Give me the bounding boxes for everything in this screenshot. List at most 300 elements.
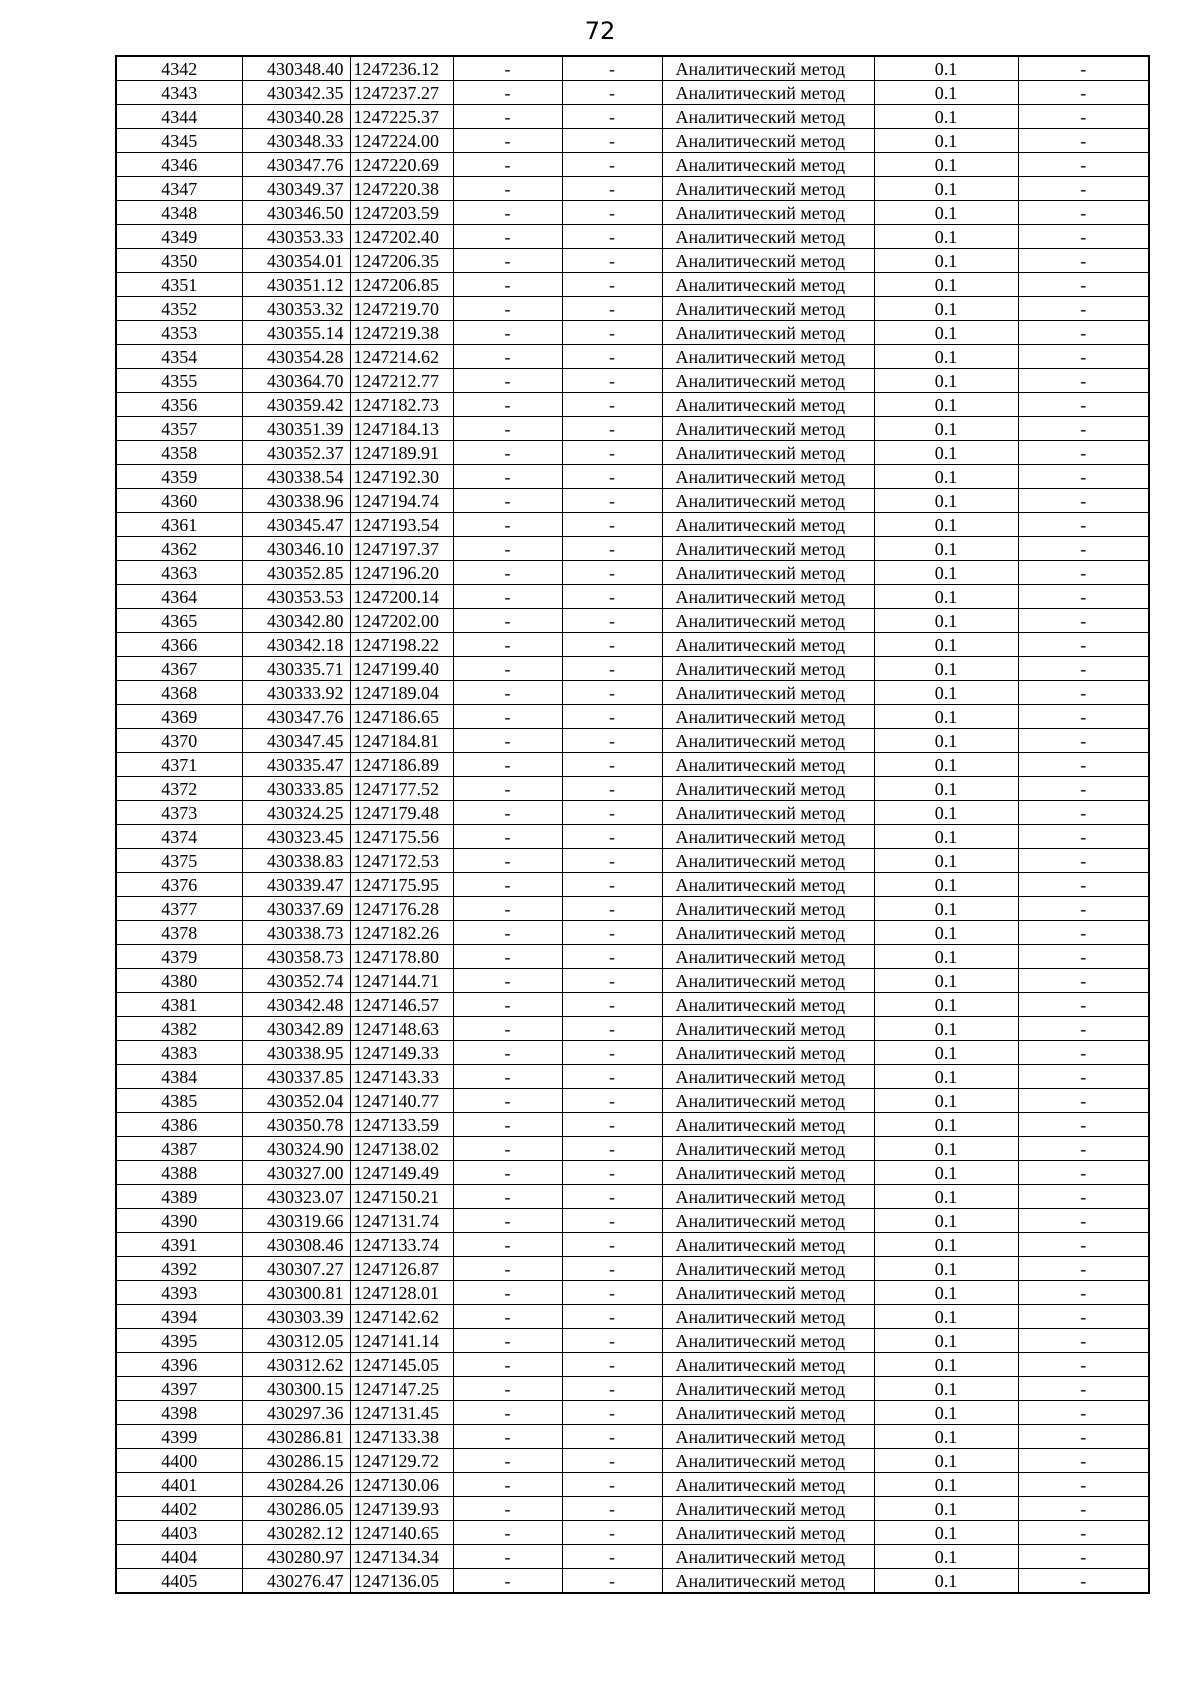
accuracy-cell: 0.1 [874, 1449, 1018, 1473]
y-coordinate-cell: 1247186.89 [350, 753, 453, 777]
dash-cell: - [562, 1185, 662, 1209]
dash-cell: - [453, 1545, 562, 1569]
table-row [116, 1113, 1149, 1137]
y-coordinate-cell: 1247149.33 [350, 1041, 453, 1065]
table-row [116, 297, 1149, 321]
dash-cell: - [1018, 897, 1149, 921]
method-cell: Аналитический метод [662, 1185, 874, 1209]
dash-cell: - [1018, 1089, 1149, 1113]
y-coordinate-cell: 1247202.00 [350, 609, 453, 633]
point-number-cell: 4348 [116, 201, 242, 225]
point-number-cell: 4342 [116, 56, 242, 81]
dash-cell: - [453, 1329, 562, 1353]
dash-cell: - [453, 537, 562, 561]
dash-cell: - [453, 1521, 562, 1545]
method-cell: Аналитический метод [662, 1281, 874, 1305]
method-cell: Аналитический метод [662, 153, 874, 177]
table-row [116, 1041, 1149, 1065]
dash-cell: - [562, 321, 662, 345]
x-coordinate-cell: 430348.40 [242, 56, 350, 81]
accuracy-cell: 0.1 [874, 537, 1018, 561]
point-number-cell: 4366 [116, 633, 242, 657]
accuracy-cell: 0.1 [874, 753, 1018, 777]
x-coordinate-cell: 430358.73 [242, 945, 350, 969]
table-row [116, 1281, 1149, 1305]
dash-cell: - [562, 1209, 662, 1233]
y-coordinate-cell: 1247194.74 [350, 489, 453, 513]
y-coordinate-cell: 1247138.02 [350, 1137, 453, 1161]
dash-cell: - [453, 81, 562, 105]
dash-cell: - [1018, 1545, 1149, 1569]
dash-cell: - [453, 393, 562, 417]
method-cell: Аналитический метод [662, 969, 874, 993]
table-row [116, 1377, 1149, 1401]
x-coordinate-cell: 430337.85 [242, 1065, 350, 1089]
x-coordinate-cell: 430286.05 [242, 1497, 350, 1521]
y-coordinate-cell: 1247220.38 [350, 177, 453, 201]
dash-cell: - [562, 1353, 662, 1377]
dash-cell: - [453, 777, 562, 801]
accuracy-cell: 0.1 [874, 849, 1018, 873]
dash-cell: - [562, 1521, 662, 1545]
dash-cell: - [453, 513, 562, 537]
point-number-cell: 4384 [116, 1065, 242, 1089]
dash-cell: - [453, 56, 562, 81]
accuracy-cell: 0.1 [874, 585, 1018, 609]
dash-cell: - [562, 249, 662, 273]
x-coordinate-cell: 430312.05 [242, 1329, 350, 1353]
dash-cell: - [562, 225, 662, 249]
method-cell: Аналитический метод [662, 321, 874, 345]
dash-cell: - [1018, 657, 1149, 681]
dash-cell: - [1018, 417, 1149, 441]
accuracy-cell: 0.1 [874, 897, 1018, 921]
dash-cell: - [562, 753, 662, 777]
y-coordinate-cell: 1247184.81 [350, 729, 453, 753]
dash-cell: - [453, 873, 562, 897]
method-cell: Аналитический метод [662, 585, 874, 609]
method-cell: Аналитический метод [662, 825, 874, 849]
accuracy-cell: 0.1 [874, 393, 1018, 417]
x-coordinate-cell: 430351.12 [242, 273, 350, 297]
y-coordinate-cell: 1247128.01 [350, 1281, 453, 1305]
method-cell: Аналитический метод [662, 873, 874, 897]
dash-cell: - [1018, 945, 1149, 969]
point-number-cell: 4379 [116, 945, 242, 969]
table-row [116, 201, 1149, 225]
method-cell: Аналитический метод [662, 801, 874, 825]
point-number-cell: 4345 [116, 129, 242, 153]
dash-cell: - [562, 417, 662, 441]
dash-cell: - [562, 537, 662, 561]
x-coordinate-cell: 430352.74 [242, 969, 350, 993]
dash-cell: - [453, 897, 562, 921]
y-coordinate-cell: 1247144.71 [350, 969, 453, 993]
y-coordinate-cell: 1247140.65 [350, 1521, 453, 1545]
method-cell: Аналитический метод [662, 489, 874, 513]
table-row [116, 753, 1149, 777]
dash-cell: - [1018, 1401, 1149, 1425]
accuracy-cell: 0.1 [874, 177, 1018, 201]
y-coordinate-cell: 1247175.95 [350, 873, 453, 897]
table-row [116, 1425, 1149, 1449]
x-coordinate-cell: 430338.83 [242, 849, 350, 873]
dash-cell: - [453, 1017, 562, 1041]
dash-cell: - [453, 1113, 562, 1137]
accuracy-cell: 0.1 [874, 873, 1018, 897]
y-coordinate-cell: 1247186.65 [350, 705, 453, 729]
dash-cell: - [1018, 297, 1149, 321]
y-coordinate-cell: 1247172.53 [350, 849, 453, 873]
table-row [116, 1017, 1149, 1041]
y-coordinate-cell: 1247197.37 [350, 537, 453, 561]
table-row [116, 849, 1149, 873]
dash-cell: - [1018, 777, 1149, 801]
table-row [116, 369, 1149, 393]
accuracy-cell: 0.1 [874, 801, 1018, 825]
method-cell: Аналитический метод [662, 201, 874, 225]
method-cell: Аналитический метод [662, 1089, 874, 1113]
y-coordinate-cell: 1247225.37 [350, 105, 453, 129]
dash-cell: - [453, 441, 562, 465]
dash-cell: - [453, 585, 562, 609]
accuracy-cell: 0.1 [874, 1377, 1018, 1401]
dash-cell: - [453, 1305, 562, 1329]
dash-cell: - [1018, 1281, 1149, 1305]
accuracy-cell: 0.1 [874, 993, 1018, 1017]
accuracy-cell: 0.1 [874, 1281, 1018, 1305]
dash-cell: - [453, 1233, 562, 1257]
point-number-cell: 4387 [116, 1137, 242, 1161]
dash-cell: - [453, 1497, 562, 1521]
accuracy-cell: 0.1 [874, 1473, 1018, 1497]
dash-cell: - [453, 657, 562, 681]
accuracy-cell: 0.1 [874, 1353, 1018, 1377]
y-coordinate-cell: 1247149.49 [350, 1161, 453, 1185]
accuracy-cell: 0.1 [874, 921, 1018, 945]
dash-cell: - [562, 465, 662, 489]
x-coordinate-cell: 430335.47 [242, 753, 350, 777]
dash-cell: - [1018, 273, 1149, 297]
y-coordinate-cell: 1247198.22 [350, 633, 453, 657]
x-coordinate-cell: 430342.48 [242, 993, 350, 1017]
point-number-cell: 4372 [116, 777, 242, 801]
y-coordinate-cell: 1247131.45 [350, 1401, 453, 1425]
x-coordinate-cell: 430345.47 [242, 513, 350, 537]
x-coordinate-cell: 430300.81 [242, 1281, 350, 1305]
dash-cell: - [1018, 705, 1149, 729]
dash-cell: - [453, 801, 562, 825]
y-coordinate-cell: 1247192.30 [350, 465, 453, 489]
accuracy-cell: 0.1 [874, 249, 1018, 273]
dash-cell: - [562, 1497, 662, 1521]
point-number-cell: 4400 [116, 1449, 242, 1473]
x-coordinate-cell: 430324.90 [242, 1137, 350, 1161]
dash-cell: - [562, 705, 662, 729]
x-coordinate-cell: 430342.35 [242, 81, 350, 105]
point-number-cell: 4359 [116, 465, 242, 489]
x-coordinate-cell: 430327.00 [242, 1161, 350, 1185]
x-coordinate-cell: 430284.26 [242, 1473, 350, 1497]
dash-cell: - [453, 993, 562, 1017]
dash-cell: - [562, 1329, 662, 1353]
method-cell: Аналитический метод [662, 1113, 874, 1137]
method-cell: Аналитический метод [662, 56, 874, 81]
method-cell: Аналитический метод [662, 369, 874, 393]
point-number-cell: 4373 [116, 801, 242, 825]
dash-cell: - [453, 825, 562, 849]
point-number-cell: 4365 [116, 609, 242, 633]
table-row [116, 585, 1149, 609]
dash-cell: - [1018, 1305, 1149, 1329]
dash-cell: - [562, 513, 662, 537]
method-cell: Аналитический метод [662, 249, 874, 273]
dash-cell: - [1018, 1017, 1149, 1041]
x-coordinate-cell: 430351.39 [242, 417, 350, 441]
dash-cell: - [1018, 585, 1149, 609]
accuracy-cell: 0.1 [874, 1257, 1018, 1281]
method-cell: Аналитический метод [662, 921, 874, 945]
table-row [116, 825, 1149, 849]
method-cell: Аналитический метод [662, 393, 874, 417]
dash-cell: - [562, 561, 662, 585]
point-number-cell: 4404 [116, 1545, 242, 1569]
dash-cell: - [562, 1401, 662, 1425]
dash-cell: - [562, 489, 662, 513]
accuracy-cell: 0.1 [874, 1569, 1018, 1594]
table-row [116, 537, 1149, 561]
x-coordinate-cell: 430333.85 [242, 777, 350, 801]
method-cell: Аналитический метод [662, 681, 874, 705]
table-row [116, 1569, 1149, 1594]
accuracy-cell: 0.1 [874, 1425, 1018, 1449]
method-cell: Аналитический метод [662, 1449, 874, 1473]
table-row [116, 921, 1149, 945]
method-cell: Аналитический метод [662, 1161, 874, 1185]
y-coordinate-cell: 1247212.77 [350, 369, 453, 393]
dash-cell: - [562, 297, 662, 321]
point-number-cell: 4402 [116, 1497, 242, 1521]
dash-cell: - [453, 1425, 562, 1449]
method-cell: Аналитический метод [662, 1329, 874, 1353]
table-row [116, 1521, 1149, 1545]
dash-cell: - [1018, 873, 1149, 897]
x-coordinate-cell: 430286.15 [242, 1449, 350, 1473]
point-number-cell: 4401 [116, 1473, 242, 1497]
accuracy-cell: 0.1 [874, 945, 1018, 969]
dash-cell: - [1018, 1329, 1149, 1353]
accuracy-cell: 0.1 [874, 633, 1018, 657]
table-row [116, 1089, 1149, 1113]
point-number-cell: 4368 [116, 681, 242, 705]
x-coordinate-cell: 430354.28 [242, 345, 350, 369]
table-row [116, 609, 1149, 633]
table-row [116, 465, 1149, 489]
method-cell: Аналитический метод [662, 1377, 874, 1401]
point-number-cell: 4383 [116, 1041, 242, 1065]
accuracy-cell: 0.1 [874, 1401, 1018, 1425]
accuracy-cell: 0.1 [874, 561, 1018, 585]
x-coordinate-cell: 430297.36 [242, 1401, 350, 1425]
dash-cell: - [1018, 56, 1149, 81]
accuracy-cell: 0.1 [874, 1113, 1018, 1137]
table-row [116, 441, 1149, 465]
table-row [116, 1305, 1149, 1329]
dash-cell: - [453, 1377, 562, 1401]
accuracy-cell: 0.1 [874, 321, 1018, 345]
table-row [116, 969, 1149, 993]
dash-cell: - [1018, 561, 1149, 585]
x-coordinate-cell: 430307.27 [242, 1257, 350, 1281]
dash-cell: - [1018, 1137, 1149, 1161]
method-cell: Аналитический метод [662, 633, 874, 657]
y-coordinate-cell: 1247184.13 [350, 417, 453, 441]
dash-cell: - [1018, 993, 1149, 1017]
method-cell: Аналитический метод [662, 1041, 874, 1065]
x-coordinate-cell: 430280.97 [242, 1545, 350, 1569]
dash-cell: - [1018, 969, 1149, 993]
dash-cell: - [453, 369, 562, 393]
table-body [116, 56, 1149, 1593]
dash-cell: - [562, 993, 662, 1017]
x-coordinate-cell: 430338.73 [242, 921, 350, 945]
y-coordinate-cell: 1247145.05 [350, 1353, 453, 1377]
dash-cell: - [1018, 489, 1149, 513]
point-number-cell: 4343 [116, 81, 242, 105]
dash-cell: - [1018, 1449, 1149, 1473]
dash-cell: - [562, 1065, 662, 1089]
dash-cell: - [562, 729, 662, 753]
method-cell: Аналитический метод [662, 1473, 874, 1497]
x-coordinate-cell: 430349.37 [242, 177, 350, 201]
x-coordinate-cell: 430347.45 [242, 729, 350, 753]
table-row [116, 729, 1149, 753]
x-coordinate-cell: 430333.92 [242, 681, 350, 705]
accuracy-cell: 0.1 [874, 297, 1018, 321]
x-coordinate-cell: 430339.47 [242, 873, 350, 897]
dash-cell: - [453, 105, 562, 129]
table-row [116, 249, 1149, 273]
accuracy-cell: 0.1 [874, 1545, 1018, 1569]
method-cell: Аналитический метод [662, 1017, 874, 1041]
dash-cell: - [562, 273, 662, 297]
method-cell: Аналитический метод [662, 1305, 874, 1329]
x-coordinate-cell: 430342.18 [242, 633, 350, 657]
dash-cell: - [453, 465, 562, 489]
dash-cell: - [562, 825, 662, 849]
table-row [116, 657, 1149, 681]
dash-cell: - [562, 177, 662, 201]
accuracy-cell: 0.1 [874, 1305, 1018, 1329]
x-coordinate-cell: 430303.39 [242, 1305, 350, 1329]
dash-cell: - [453, 1449, 562, 1473]
method-cell: Аналитический метод [662, 1065, 874, 1089]
x-coordinate-cell: 430347.76 [242, 705, 350, 729]
point-number-cell: 4351 [116, 273, 242, 297]
x-coordinate-cell: 430342.80 [242, 609, 350, 633]
x-coordinate-cell: 430353.33 [242, 225, 350, 249]
dash-cell: - [1018, 129, 1149, 153]
point-number-cell: 4386 [116, 1113, 242, 1137]
point-number-cell: 4378 [116, 921, 242, 945]
dash-cell: - [562, 105, 662, 129]
accuracy-cell: 0.1 [874, 1209, 1018, 1233]
dash-cell: - [562, 801, 662, 825]
x-coordinate-cell: 430346.50 [242, 201, 350, 225]
y-coordinate-cell: 1247176.28 [350, 897, 453, 921]
accuracy-cell: 0.1 [874, 441, 1018, 465]
dash-cell: - [453, 1041, 562, 1065]
dash-cell: - [1018, 1377, 1149, 1401]
accuracy-cell: 0.1 [874, 345, 1018, 369]
dash-cell: - [562, 1233, 662, 1257]
method-cell: Аналитический метод [662, 105, 874, 129]
method-cell: Аналитический метод [662, 1137, 874, 1161]
method-cell: Аналитический метод [662, 1401, 874, 1425]
table-row [116, 105, 1149, 129]
point-number-cell: 4381 [116, 993, 242, 1017]
dash-cell: - [453, 921, 562, 945]
dash-cell: - [1018, 633, 1149, 657]
dash-cell: - [562, 56, 662, 81]
dash-cell: - [453, 1161, 562, 1185]
table-row [116, 777, 1149, 801]
dash-cell: - [1018, 801, 1149, 825]
dash-cell: - [453, 1569, 562, 1594]
point-number-cell: 4371 [116, 753, 242, 777]
dash-cell: - [562, 441, 662, 465]
coordinates-table [115, 55, 1150, 1594]
dash-cell: - [453, 153, 562, 177]
method-cell: Аналитический метод [662, 441, 874, 465]
dash-cell: - [562, 777, 662, 801]
dash-cell: - [453, 297, 562, 321]
point-number-cell: 4398 [116, 1401, 242, 1425]
point-number-cell: 4389 [116, 1185, 242, 1209]
accuracy-cell: 0.1 [874, 1233, 1018, 1257]
accuracy-cell: 0.1 [874, 153, 1018, 177]
dash-cell: - [562, 897, 662, 921]
point-number-cell: 4358 [116, 441, 242, 465]
y-coordinate-cell: 1247147.25 [350, 1377, 453, 1401]
dash-cell: - [562, 369, 662, 393]
point-number-cell: 4380 [116, 969, 242, 993]
x-coordinate-cell: 430347.76 [242, 153, 350, 177]
table-row [116, 1209, 1149, 1233]
dash-cell: - [562, 969, 662, 993]
y-coordinate-cell: 1247196.20 [350, 561, 453, 585]
x-coordinate-cell: 430308.46 [242, 1233, 350, 1257]
y-coordinate-cell: 1247133.38 [350, 1425, 453, 1449]
table-row [116, 1185, 1149, 1209]
table-row [116, 1233, 1149, 1257]
method-cell: Аналитический метод [662, 513, 874, 537]
method-cell: Аналитический метод [662, 297, 874, 321]
method-cell: Аналитический метод [662, 225, 874, 249]
x-coordinate-cell: 430323.07 [242, 1185, 350, 1209]
x-coordinate-cell: 430319.66 [242, 1209, 350, 1233]
dash-cell: - [453, 681, 562, 705]
dash-cell: - [1018, 177, 1149, 201]
table-row [116, 681, 1149, 705]
dash-cell: - [453, 1089, 562, 1113]
x-coordinate-cell: 430323.45 [242, 825, 350, 849]
dash-cell: - [562, 1017, 662, 1041]
method-cell: Аналитический метод [662, 129, 874, 153]
dash-cell: - [1018, 1425, 1149, 1449]
point-number-cell: 4349 [116, 225, 242, 249]
dash-cell: - [1018, 1569, 1149, 1594]
